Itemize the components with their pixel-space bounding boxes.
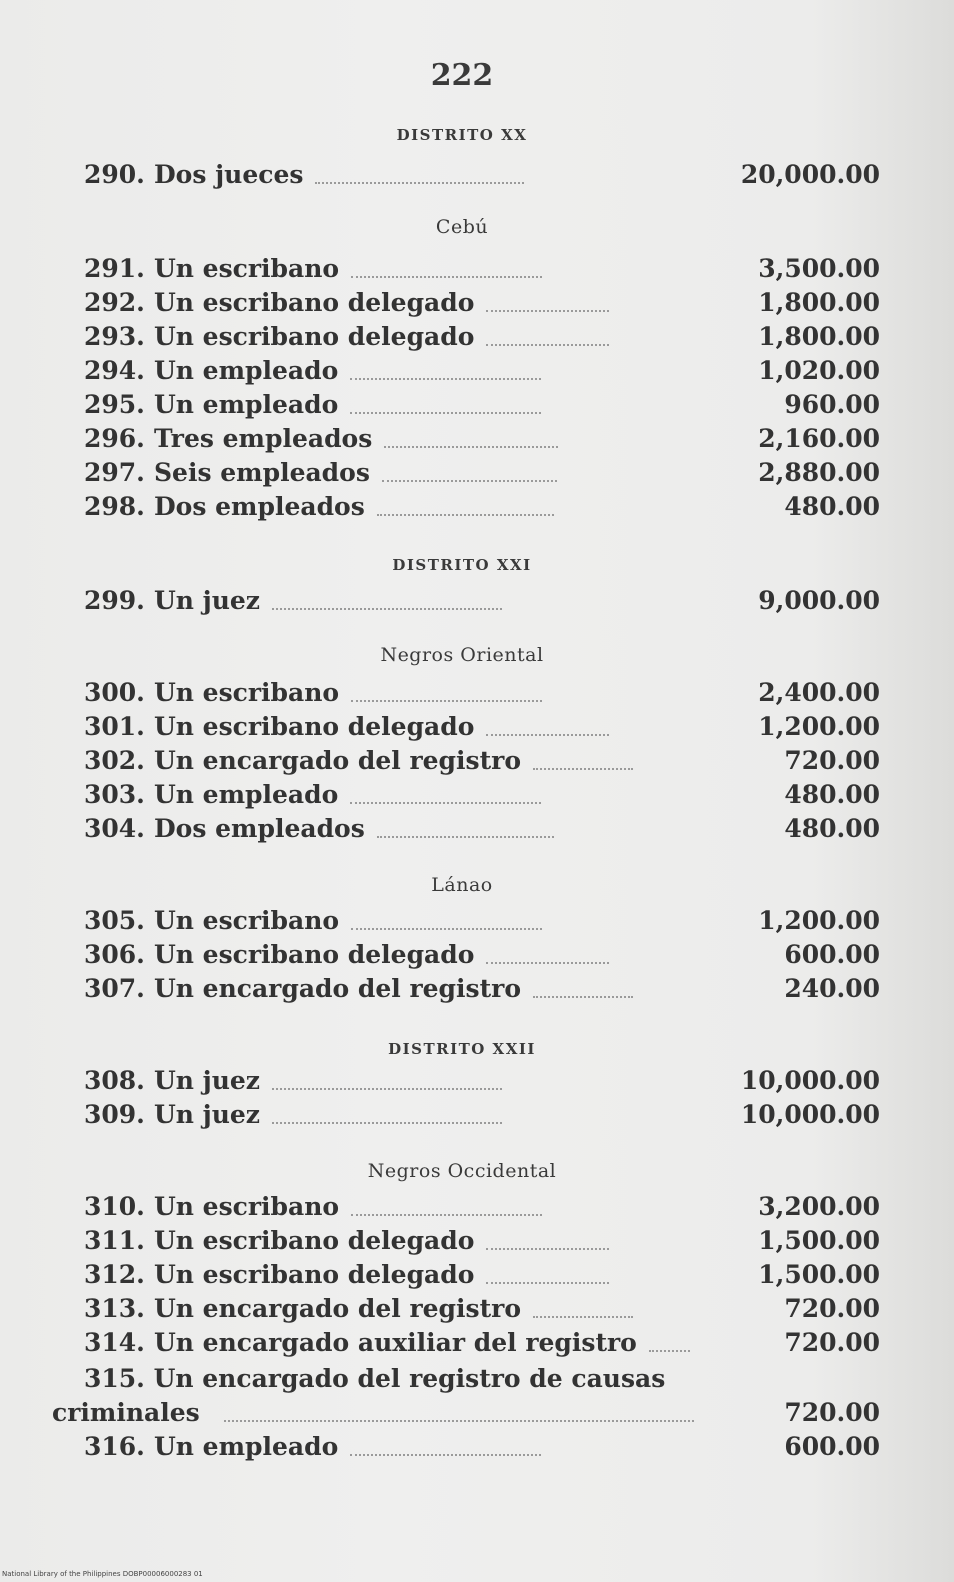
entry-amount: 10,000.00: [740, 1100, 881, 1129]
entry-description-line2: criminales: [52, 1398, 200, 1427]
leader-dots: [533, 768, 633, 770]
page-number: 222: [430, 58, 494, 93]
leader-dots: [533, 996, 633, 998]
entry-description: Un encargado auxiliar del registro: [154, 1328, 637, 1357]
entry-amount: 720.00: [784, 1398, 880, 1427]
entry-amount: 600.00: [784, 940, 881, 969]
entry-amount: 720.00: [784, 1294, 881, 1323]
entry-amount: 2,880.00: [758, 458, 880, 487]
leader-dots: [351, 1214, 541, 1216]
entry-number: 290.: [84, 160, 145, 189]
entry-description: Un juez: [154, 1066, 261, 1095]
entry-description: Un empleado: [154, 356, 339, 385]
entry-row: [84, 458, 880, 492]
entry-row: [84, 814, 880, 848]
entry-amount: 240.00: [784, 974, 881, 1003]
entry-amount: 2,160.00: [758, 424, 880, 453]
leader-dots: [649, 1350, 691, 1352]
entry-description: Un escribano: [154, 678, 340, 707]
entry-number: 308.: [84, 1066, 145, 1095]
entry-description: Dos empleados: [154, 492, 365, 521]
entry-number: 314.: [84, 1328, 145, 1357]
entry-description: Un escribano delegado: [154, 322, 475, 351]
leader-dots: [351, 928, 541, 930]
entry-row: [84, 322, 880, 356]
leader-dots: [486, 310, 609, 312]
entry-number: 306.: [84, 940, 145, 969]
entry-description-line1: 315. Un encargado del registro de causas: [84, 1364, 666, 1393]
leader-dots: [315, 182, 523, 184]
entry-row: [84, 1432, 880, 1466]
entry-row: [84, 974, 880, 1008]
entry-description: Un empleado: [154, 1432, 339, 1461]
entry-description: Tres empleados: [154, 424, 373, 453]
entry-number: 298.: [84, 492, 145, 521]
entry-row: [84, 254, 880, 288]
entry-row: [84, 780, 880, 814]
entry-description: Un juez: [154, 586, 261, 615]
entry-row: [84, 712, 880, 746]
entry-row: [84, 1066, 880, 1100]
entry-amount: 1,200.00: [758, 712, 881, 741]
entry-number: 301.: [84, 712, 145, 741]
leader-dots: [350, 1454, 541, 1456]
leader-dots: [272, 1088, 502, 1090]
leader-dots: [486, 1248, 609, 1250]
entry-description: Un empleado: [154, 390, 339, 419]
entry-number: 293.: [84, 322, 145, 351]
entry-number: 299.: [84, 586, 145, 615]
subsection-heading-negros-occidental: Negros Occidental: [367, 1160, 557, 1182]
entry-description: Un escribano: [154, 1192, 340, 1221]
leader-dots: [351, 276, 541, 278]
entry-amount: 2,400.00: [758, 678, 880, 707]
entry-number: 316.: [84, 1432, 145, 1461]
leader-dots: [377, 836, 555, 838]
leader-dots: [272, 1122, 502, 1124]
entry-description: Un empleado: [154, 780, 339, 809]
entry-number: 295.: [84, 390, 145, 419]
entry-amount: 3,500.00: [758, 254, 880, 283]
entry-row: [84, 356, 880, 390]
entry-description: Un escribano delegado: [154, 712, 475, 741]
subsection-heading-negros-oriental: Negros Oriental: [380, 644, 544, 666]
leader-dots: [533, 1316, 633, 1318]
entry-row: [84, 492, 880, 526]
entry-number: 303.: [84, 780, 145, 809]
entry-number: 309.: [84, 1100, 145, 1129]
leader-dots: [486, 734, 609, 736]
entry-amount: 9,000.00: [758, 586, 881, 615]
entry-number: 294.: [84, 356, 145, 385]
entry-amount: 1,800.00: [758, 288, 881, 317]
entry-description: Dos empleados: [154, 814, 365, 843]
entry-amount: 480.00: [784, 492, 880, 521]
section-heading-distrito-xx: DISTRITO XX: [396, 126, 528, 144]
entry-amount: 480.00: [784, 780, 880, 809]
section-heading-distrito-xxii: DISTRITO XXII: [388, 1040, 536, 1058]
entry-row: [84, 424, 880, 458]
entry-description: Un juez: [154, 1100, 261, 1129]
entry-row: [84, 160, 880, 194]
entry-number: 300.: [84, 678, 145, 707]
leader-dots: [350, 802, 541, 804]
entry-description: Un encargado del registro: [154, 746, 522, 775]
leader-dots: [351, 700, 541, 702]
subsection-heading-lanao: Lánao: [431, 874, 493, 896]
leader-dots: [377, 514, 555, 516]
entry-number: 292.: [84, 288, 145, 317]
entry-number: 311.: [84, 1226, 145, 1255]
entry-number: 302.: [84, 746, 145, 775]
entry-number: 307.: [84, 974, 145, 1003]
entry-row: [84, 1226, 880, 1260]
entry-row: [84, 1328, 880, 1362]
entry-description: Un encargado del registro: [154, 974, 522, 1003]
entry-row: [84, 746, 880, 780]
leader-dots: [486, 344, 609, 346]
entry-description: Seis empleados: [154, 458, 370, 487]
entry-description: Un encargado del registro: [154, 1294, 522, 1323]
entry-amount: 3,200.00: [758, 1192, 880, 1221]
entry-row: [84, 288, 880, 322]
leader-dots: [486, 962, 609, 964]
entry-description: Un escribano: [154, 254, 340, 283]
entry-description: Un escribano delegado: [154, 1260, 475, 1289]
entry-number: 312.: [84, 1260, 145, 1289]
footer-attribution: National Library of the Philippines DOBP00006000283 01: [2, 1570, 203, 1578]
entry-row: [84, 1294, 880, 1328]
entry-row: [84, 390, 880, 424]
leader-dots: [382, 480, 557, 482]
entry-row: [84, 940, 880, 974]
entry-amount: 20,000.00: [740, 160, 880, 189]
entry-row: [84, 678, 880, 712]
entry-amount: 600.00: [784, 1432, 880, 1461]
entry-row: [84, 1100, 880, 1134]
entry-description: Un escribano delegado: [154, 1226, 475, 1255]
entry-description-line2-row: [52, 1398, 880, 1432]
entry-number: 313.: [84, 1294, 145, 1323]
leader-dots: [486, 1282, 609, 1284]
entry-amount: 1,020.00: [758, 356, 880, 385]
leader-dots: [224, 1420, 694, 1422]
entry-row-wrapped: [52, 1364, 880, 1432]
entry-row: [84, 1192, 880, 1226]
entry-row: [84, 1260, 880, 1294]
entry-description: Un escribano delegado: [154, 288, 475, 317]
entry-amount: 1,200.00: [758, 906, 880, 935]
section-heading-distrito-xxi: DISTRITO XXI: [392, 556, 532, 574]
entry-row: [84, 586, 880, 620]
leader-dots: [384, 446, 558, 448]
entry-amount: 720.00: [784, 746, 881, 775]
entry-number: 291.: [84, 254, 145, 283]
entry-description: Un escribano delegado: [154, 940, 475, 969]
entry-number: 304.: [84, 814, 145, 843]
subsection-heading-cebu: Cebú: [435, 216, 489, 238]
entry-amount: 480.00: [784, 814, 880, 843]
entry-amount: 1,800.00: [758, 322, 881, 351]
leader-dots: [350, 412, 541, 414]
leader-dots: [272, 608, 502, 610]
entry-amount: 10,000.00: [740, 1066, 881, 1095]
entry-row: [84, 906, 880, 940]
entry-number: 297.: [84, 458, 145, 487]
entry-number: 305.: [84, 906, 145, 935]
entry-amount: 720.00: [784, 1328, 881, 1357]
entry-description: Dos jueces: [154, 160, 304, 189]
entry-amount: 1,500.00: [758, 1226, 881, 1255]
entry-amount: 1,500.00: [758, 1260, 881, 1289]
entry-description: Un escribano: [154, 906, 340, 935]
leader-dots: [350, 378, 541, 380]
entry-amount: 960.00: [784, 390, 880, 419]
entry-number: 296.: [84, 424, 145, 453]
entry-number: 310.: [84, 1192, 145, 1221]
